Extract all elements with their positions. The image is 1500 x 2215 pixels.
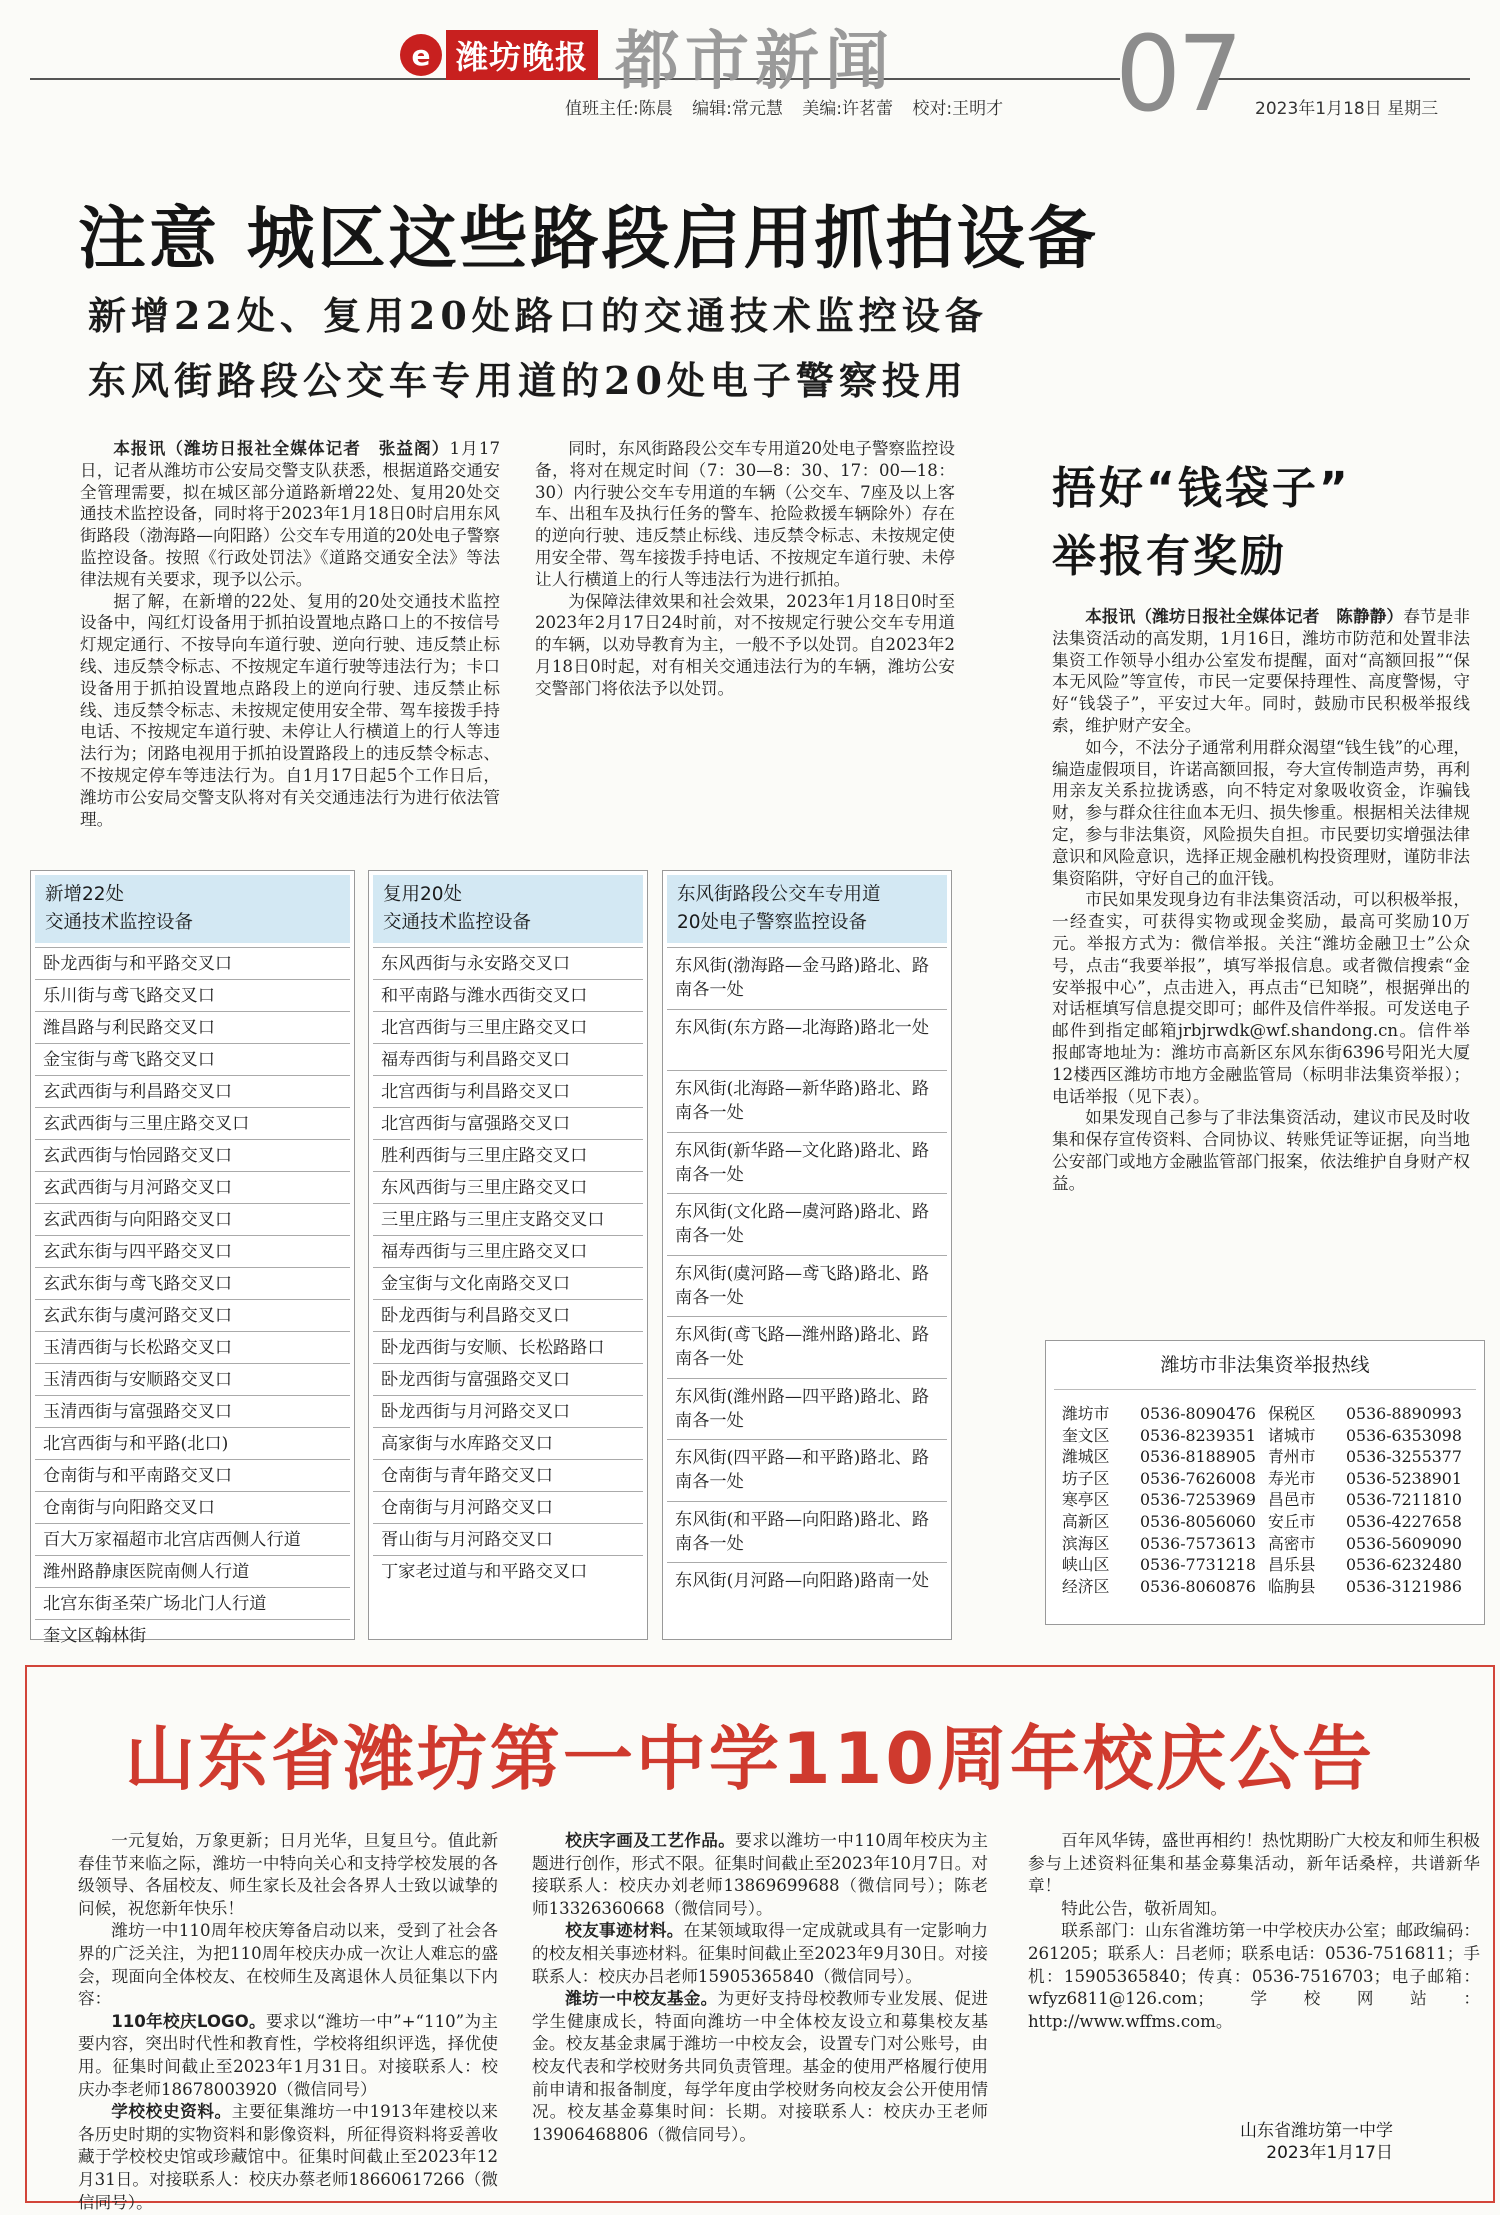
section-name: 都市新闻 [615, 25, 895, 99]
hotline-phone: 0536-8239351 [1140, 1425, 1256, 1445]
article-paragraph: 如今，不法分子通常利用群众渴望“钱生钱”的心理，编造虚假项目，许诺高额回报，夸大宣传制造声势，再利用亲友关系拉拢诱惑，向不特定对象吸收资金，诈骗钱财，参与群众往往血本无归、损失惨重。根据相关法律规定，参与非法集资，风险损失自担。市民要切实增强法律意识和风险意识，选择正规金融机构投资理财，谨防非法集资陷阱，守好自己的血汗钱。 [1052, 737, 1470, 888]
hotline-phone: 0536-8090476 [1140, 1404, 1256, 1423]
table-new-monitors [30, 870, 355, 1646]
table-reused-monitors [368, 870, 648, 1640]
hotline-phone: 0536-7626008 [1140, 1468, 1256, 1488]
article-paragraph: 市民如果发现身边有非法集资活动，可以积极举报，一经查实，可获得实物或现金奖励，最高可奖励10万元。举报方式为：微信举报。关注“潍坊金融卫士”公众号，点击“我要举报”，填写举报信息。或者微信搜索“金安举报中心”，点击进入，再点击“已知晓”，根据弹出的对话框填写信息提交即可；邮件及信件举报。可发送电子邮件到指定邮箱jrbjrwdk@wf.shandong.cn。信件举报邮寄地址为：潍坊市高新区东风东街6396号阳光大厦12楼西区潍坊市地方金融监管局（标明非法集资举报）；电话举报（见下表）。 [1052, 890, 1470, 1106]
paper-name: 潍坊晚报 [446, 30, 598, 80]
announcement-item [532, 1988, 988, 2146]
table-row: 东风街(文化路—虞河路)路北、路南各一处 [667, 1193, 947, 1255]
table-row: 北宫东街圣荣广场北门人行道 [35, 1587, 350, 1619]
hotline-phone: 0536-5609090 [1346, 1533, 1462, 1553]
table-row: 北宫西街与利昌路交叉口 [373, 1075, 643, 1107]
hotline-district: 寒亭区 [1062, 1490, 1110, 1510]
side-byline: 本报讯（潍坊日报社全媒体记者 陈静静） [1085, 607, 1404, 626]
item-text: 为更好支持母校教师专业发展、促进学生健康成长，特面向潍坊一中全体校友设立和募集校友基金。校友基金隶属于潍坊一中校友会，设置专门对公账号，由校友代表和学校财务共同负责管理。基金的使用严格履行使用前申请和报备制度，每学年度由学校财务向校友会公开使用情况。校友基金募集时间：长期。对接联系人：校庆办王老师13906468806（微信同号）。 [532, 1989, 989, 2144]
table-row: 福寿西街与三里庄路交叉口 [373, 1235, 643, 1267]
item-label: 校友事迹材料。 [565, 1921, 684, 1941]
table-row: 卧龙西街与富强路交叉口 [373, 1363, 643, 1395]
item-text: 在某领域取得一定成就或具有一定影响力的校友相关事迹材料。征集时间截止至2023年9月30日。对接联系人：校庆办吕老师15905365840（微信同号）。 [532, 1921, 989, 1986]
table-row: 仓南街与月河路交叉口 [373, 1491, 643, 1523]
table-row: 玄武西街与利昌路交叉口 [35, 1075, 350, 1107]
hotline-district: 昌乐县 [1268, 1555, 1316, 1575]
hotline-district: 保税区 [1268, 1404, 1316, 1423]
hotline-table [1045, 1340, 1485, 1625]
hotline-district: 高新区 [1062, 1511, 1110, 1531]
table-header-line: 新增22处 [45, 884, 125, 905]
table-row: 仓南街与向阳路交叉口 [35, 1491, 350, 1523]
article-column-1 [80, 438, 500, 830]
hotline-phone: 0536-7211810 [1346, 1490, 1462, 1510]
hotline-phone: 0536-7573613 [1140, 1533, 1256, 1553]
table-bus-lane-cameras [662, 870, 952, 1640]
table-row: 丁家老过道与和平路交叉口 [373, 1555, 643, 1587]
hotline-phone: 0536-3255377 [1346, 1447, 1462, 1467]
item-label: 潍坊一中校友基金。 [565, 1989, 718, 2009]
article-paragraph: 同时，东风街路段公交车专用道20处电子警察监控设备，将对在规定时间（7：30—8：30、17：00—18：30）内行驶公交车专用道的车辆（公交车、7座及以上客车、出租车及执行任务的警车、抢险救援车辆除外）存在的逆向行驶、违反禁止标线、违反禁令标志、未按规定使用安全带、驾车接拨手持电话、不按规定车道行驶、未停让人行横道上的行人等违法行为进行抓拍。 [535, 439, 955, 589]
table-row: 福寿西街与利昌路交叉口 [373, 1043, 643, 1075]
hotline-district: 经济区 [1062, 1576, 1110, 1596]
table-row: 高家街与水库路交叉口 [373, 1427, 643, 1459]
table-row: 玄武西街与怡园路交叉口 [35, 1139, 350, 1171]
table-row: 金宝街与文化南路交叉口 [373, 1267, 643, 1299]
article-paragraph: 如果发现自己参与了非法集资活动，建议市民及时收集和保存宣传资料、合同协议、转账凭证等证据，向当地公安部门或地方金融监管部门报案，依法维护自身财产权益。 [1052, 1108, 1470, 1193]
item-text: 主要征集潍坊一中1913年建校以来各历史时期的实物资料和影像资料，所征得资料将妥善收藏于学校校史馆或珍藏馆中。征集时间截止至2023年12月31日。对接联系人：校庆办蔡老师18660617266（微信同号）。 [78, 2102, 499, 2212]
announcement-item [78, 2011, 498, 2101]
hotline-district: 奎文区 [1062, 1425, 1110, 1445]
article-byline: 本报讯（潍坊日报社全媒体记者 张益阁） [113, 439, 450, 458]
table-row: 北宫西街与富强路交叉口 [373, 1107, 643, 1139]
announcement-column-3 [1028, 1830, 1480, 2033]
issue-date: 2023年1月18日 星期三 [1255, 99, 1439, 119]
signoff-date: 2023年1月17日 [1266, 2143, 1393, 2163]
article-text: 春节是非法集资活动的高发期，1月16日，潍坊市防范和处置非法集资工作领导小组办公室发布提醒，面对“高额回报”“保本无风险”等宣传，市民一定要保持理性、高度警惕，守好“钱袋子”，平安过大年。同时，鼓励市民积极举报线索，维护财产安全。 [1052, 607, 1471, 735]
hotline-phone: 0536-7731218 [1140, 1555, 1256, 1575]
table-row: 玉清西街与富强路交叉口 [35, 1395, 350, 1427]
hotline-phone: 0536-8890993 [1346, 1404, 1462, 1423]
announcement-paragraph: 一元复始，万象更新；日月光华，旦复旦兮。值此新春佳节来临之际，潍坊一中特向关心和支持学校发展的各级领导、各届校友、师生家长及社会各界人士致以诚挚的问候，祝您新年快乐！ [78, 1831, 498, 1918]
hotline-district: 高密市 [1268, 1533, 1316, 1553]
hotline-district: 临朐县 [1268, 1576, 1316, 1596]
subheadline-2: 东风街路段公交车专用道的20处电子警察投用 [88, 358, 968, 403]
side-headline-1: 捂好“钱袋子” [1052, 463, 1351, 514]
hotline-district: 寿光市 [1268, 1468, 1316, 1488]
hotline-grid [1062, 1403, 1472, 1597]
page-number: 07 [1115, 13, 1240, 135]
item-label: 校庆字画及工艺作品。 [565, 1831, 736, 1850]
announcement-signoff [1240, 2120, 1393, 2164]
article-paragraph: 为保障法律效果和社会效果，2023年1月18日0时至2023年2月17日24时前，对不按规定行驶公交车专用道的车辆，以劝导教育为主，一般不予以处罚。自2023年2月18日0时起，对有相关交通违法行为的车辆，潍坊公安交警部门将依法予以处罚。 [535, 591, 955, 698]
hotline-phone: 0536-4227658 [1346, 1511, 1462, 1531]
table-header [373, 875, 643, 943]
hotline-district: 峡山区 [1062, 1555, 1110, 1575]
hotline-district: 滨海区 [1062, 1533, 1110, 1553]
table-row: 北宫西街与和平路(北口) [35, 1427, 350, 1459]
hotline-district: 青州市 [1268, 1447, 1316, 1467]
announcement-paragraph: 百年风华铸，盛世再相约！热忱期盼广大校友和师生积极参与上述资料征集和基金募集活动，新年话桑梓，共谱新华章！ [1028, 1831, 1480, 1896]
hotline-phone: 0536-5238901 [1346, 1468, 1462, 1488]
item-text: 要求以“潍坊一中”+“110”为主要内容，突出时代性和教育性，学校将组织评选，择优使用。征集时间截止至2023年1月31日。对接联系人：校庆办李老师18678003920（微信同号） [78, 2011, 498, 2099]
header-rule-right [1210, 78, 1470, 80]
announcement-item [532, 1830, 988, 1920]
table-row: 玄武西街与月河路交叉口 [35, 1171, 350, 1203]
table-header-line: 复用20处 [383, 884, 463, 905]
table-row: 东风街(新华路—文化路)路北、路南各一处 [667, 1132, 947, 1194]
table-header [35, 875, 350, 943]
announcement-title: 山东省潍坊第一中学110周年校庆公告 [124, 1718, 1376, 1800]
table-row: 东风街(和平路—向阳路)路北、路南各一处 [667, 1501, 947, 1563]
hotline-district: 昌邑市 [1268, 1490, 1316, 1510]
table-row: 东风街(月河路—向阳路)路南一处 [667, 1562, 947, 1624]
table-header [667, 875, 947, 943]
table-row: 东风街(鸢飞路—潍州路)路北、路南各一处 [667, 1316, 947, 1378]
table-row: 东风街(渤海路—金马路)路北、路南各一处 [667, 947, 947, 1009]
hotline-district: 潍城区 [1062, 1447, 1110, 1467]
table-row: 金宝街与鸢飞路交叉口 [35, 1043, 350, 1075]
table-row: 玄武西街与三里庄路交叉口 [35, 1107, 350, 1139]
table-row: 东风街(潍州路—四平路)路北、路南各一处 [667, 1378, 947, 1440]
table-row: 潍昌路与利民路交叉口 [35, 1011, 350, 1043]
table-row: 东风街(四平路—和平路)路北、路南各一处 [667, 1439, 947, 1501]
side-article [1052, 606, 1470, 1195]
newspaper-logo [400, 28, 598, 82]
hotline-district: 诸城市 [1268, 1425, 1316, 1445]
hotline-phone: 0536-8188905 [1140, 1447, 1256, 1467]
article-text: 1月17日，记者从潍坊市公安局交警支队获悉，根据道路交通安全管理需要，拟在城区部分道路新增22处、复用20处交通技术监控设备，同时将于2023年1月18日0时启用东风街路段（渤海路—向阳路）公交车专用道的20处电子警察监控设备。按照《行政处罚法》《道路交通安全法》等法律法规有关要求，现予以公示。 [80, 439, 500, 589]
table-row: 东风街(虞河路—鸢飞路)路北、路南各一处 [667, 1255, 947, 1317]
hotline-phone: 0536-6353098 [1346, 1425, 1462, 1445]
item-text: 要求以潍坊一中110周年校庆为主题进行创作，形式不限。征集时间截止至2023年10月7日。对接联系人：校庆办刘老师13869699688（微信同号）；陈老师13326360668（微信同号）。 [532, 1831, 989, 1918]
table-row: 玄武东街与虞河路交叉口 [35, 1299, 350, 1331]
table-rows [369, 947, 647, 1587]
hotline-district: 安丘市 [1268, 1511, 1316, 1531]
table-header-line: 东风街路段公交车专用道 [677, 884, 881, 905]
announcement-paragraph: 潍坊一中110周年校庆筹备启动以来，受到了社会各界的广泛关注，为把110周年校庆办成一次让人难忘的盛会，现面向全体校友、在校师生及离退休人员征集以下内容： [78, 1921, 498, 2009]
table-row: 玄武西街与向阳路交叉口 [35, 1203, 350, 1235]
article-paragraph [1052, 606, 1470, 737]
main-headline: 注意 城区这些路段启用抓拍设备 [78, 200, 1099, 279]
subheadline-1: 新增22处、复用20处路口的交通技术监控设备 [88, 293, 988, 338]
table-row: 东风西街与永安路交叉口 [373, 947, 643, 979]
hotline-phone: 0536-7253969 [1140, 1490, 1256, 1510]
table-row: 胜利西街与三里庄路交叉口 [373, 1139, 643, 1171]
table-row: 三里庄路与三里庄支路交叉口 [373, 1203, 643, 1235]
table-row: 奎文区翰林街 [35, 1619, 350, 1651]
table-row: 卧龙西街与月河路交叉口 [373, 1395, 643, 1427]
table-header-line: 交通技术监控设备 [45, 912, 194, 933]
table-header-line: 20处电子警察监控设备 [677, 912, 868, 933]
table-row: 乐川街与鸢飞路交叉口 [35, 979, 350, 1011]
table-row: 东风西街与三里庄路交叉口 [373, 1171, 643, 1203]
staff-credits: 值班主任:陈晨 编辑:常元慧 美编:许茗蕾 校对:王明才 [565, 99, 1004, 119]
side-headline-2: 举报有奖励 [1052, 531, 1287, 582]
table-header-line: 交通技术监控设备 [383, 912, 532, 933]
announcement-item [532, 1920, 988, 1988]
hotline-phone: 0536-3121986 [1346, 1576, 1462, 1596]
item-label: 学校校史资料。 [111, 2102, 232, 2122]
hotline-district: 潍坊市 [1062, 1404, 1110, 1423]
hotline-district: 坊子区 [1062, 1468, 1110, 1488]
table-row: 玄武东街与鸢飞路交叉口 [35, 1267, 350, 1299]
table-row: 百大万家福超市北宫店西侧人行道 [35, 1523, 350, 1555]
table-row: 仓南街与和平南路交叉口 [35, 1459, 350, 1491]
table-row: 卧龙西街与和平路交叉口 [35, 947, 350, 979]
table-row: 卧龙西街与安顺、长松路路口 [373, 1331, 643, 1363]
table-row: 玄武东街与四平路交叉口 [35, 1235, 350, 1267]
hotline-phone: 0536-8060876 [1140, 1576, 1256, 1596]
hotline-phone: 0536-8056060 [1140, 1511, 1256, 1531]
masthead [0, 0, 1500, 135]
table-row: 北宫西街与三里庄路交叉口 [373, 1011, 643, 1043]
article-column-2 [535, 438, 955, 700]
announcement-paragraph: 特此公告，敬祈周知。 [1061, 1898, 1228, 1918]
table-rows [663, 947, 951, 1624]
logo-mark-icon: e [400, 34, 442, 76]
table-row: 潍州路静康医院南侧人行道 [35, 1555, 350, 1587]
announcement-paragraph: 联系部门：山东省潍坊第一中学校庆办公室；邮政编码：261205；联系人：吕老师；联系电话：0536-7516811；手机：15905365840；传真：0536-7516703；电子邮箱：wfyz6811@126.com；学校网站：http://www.wffms.com。 [1028, 1921, 1480, 2031]
table-row: 东风街(东方路—北海路)路北一处 [667, 1009, 947, 1071]
table-row: 胥山街与月河路交叉口 [373, 1523, 643, 1555]
table-row: 和平南路与潍水西街交叉口 [373, 979, 643, 1011]
table-rows [31, 947, 354, 1651]
item-label: 110年校庆LOGO。 [111, 2011, 266, 2031]
hotline-phone: 0536-6232480 [1346, 1555, 1462, 1575]
table-row: 玉清西街与安顺路交叉口 [35, 1363, 350, 1395]
announcement-item [78, 2101, 498, 2214]
hotline-title: 潍坊市非法集资举报热线 [1054, 1341, 1476, 1390]
article-paragraph [80, 438, 500, 591]
announcement-column-2 [532, 1830, 988, 2146]
signoff-org: 山东省潍坊第一中学 [1240, 2121, 1393, 2141]
article-paragraph: 据了解，在新增的22处、复用的20处交通技术监控设备中，闯红灯设备用于抓拍设置地点路口上的不按信号灯规定通行、不按导向车道行驶、逆向行驶、违反禁止标线、违反禁令标志、不按规定车道行驶等违法行为；卡口设备用于抓拍设置地点路段上的逆向行驶、违反禁止标线、违反禁令标志、未按规定使用安全带、驾车接拨手持电话、不按规定车道行驶、未停让人行横道上的行人等违法行为；闭路电视用于抓拍设置路段上的违反禁令标志、不按规定停车等违法行为。自1月17日起5个工作日后，潍坊市公安局交警支队将对有关交通违法行为进行依法管理。 [80, 591, 500, 829]
table-row: 卧龙西街与利昌路交叉口 [373, 1299, 643, 1331]
table-row: 仓南街与青年路交叉口 [373, 1459, 643, 1491]
table-row: 东风街(北海路—新华路)路北、路南各一处 [667, 1070, 947, 1132]
table-row: 玉清西街与长松路交叉口 [35, 1331, 350, 1363]
announcement-column-1 [78, 1830, 498, 2214]
